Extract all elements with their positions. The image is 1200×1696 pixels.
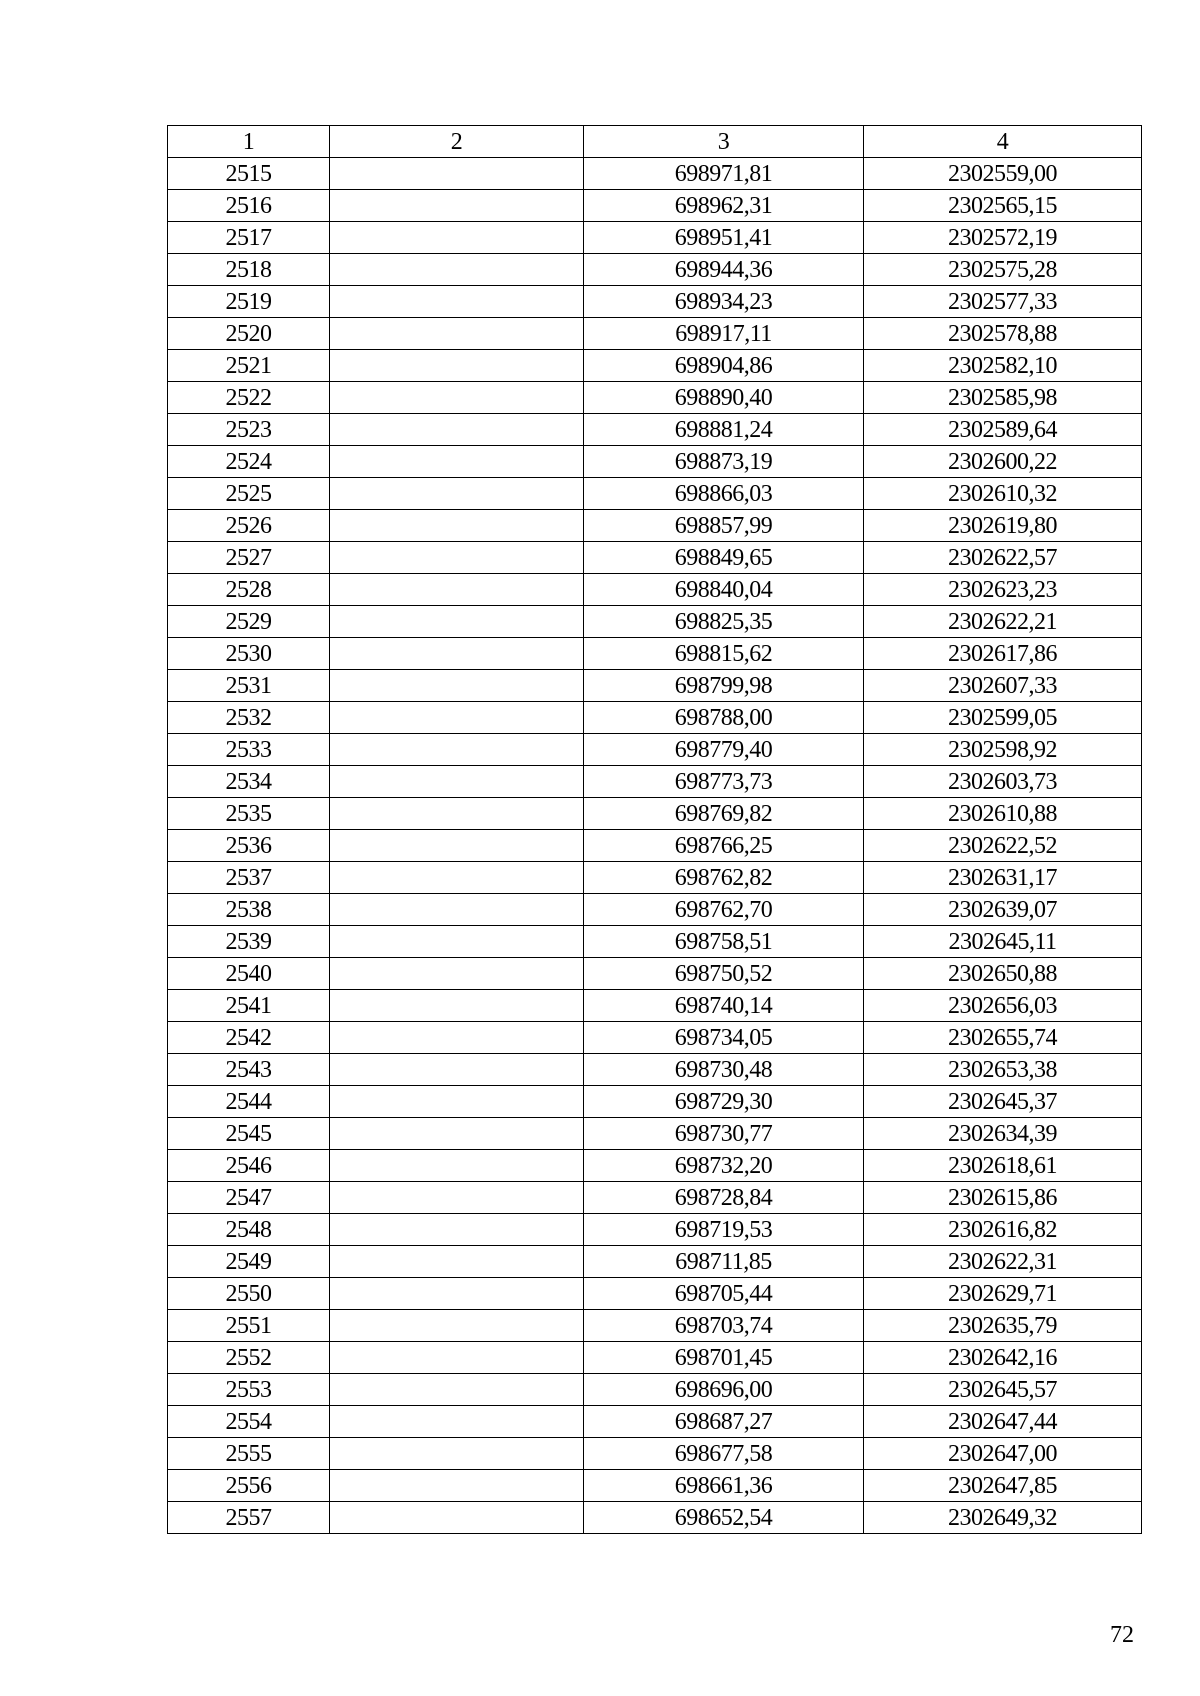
table-cell-col-3: 698730,77 [584,1118,864,1150]
table-cell-col-4: 2302650,88 [864,958,1142,990]
table-row [168,1182,1142,1214]
table-cell-col-2 [330,798,584,830]
table-row [168,382,1142,414]
table-cell-col-4: 2302589,64 [864,414,1142,446]
table-cell-col-3: 698740,14 [584,990,864,1022]
table-cell-col-2 [330,542,584,574]
table-row [168,1022,1142,1054]
table-cell-col-1: 2520 [168,318,330,350]
table-row [168,1342,1142,1374]
column-header-1: 1 [168,126,330,158]
table-cell-col-4: 2302653,38 [864,1054,1142,1086]
table-cell-col-3: 698890,40 [584,382,864,414]
table-cell-col-4: 2302622,57 [864,542,1142,574]
table-cell-col-4: 2302598,92 [864,734,1142,766]
table-row [168,222,1142,254]
table-cell-col-2 [330,958,584,990]
table-cell-col-3: 698873,19 [584,446,864,478]
table-cell-col-1: 2521 [168,350,330,382]
table-cell-col-1: 2544 [168,1086,330,1118]
table-cell-col-2 [330,446,584,478]
table-cell-col-2 [330,862,584,894]
table-cell-col-1: 2522 [168,382,330,414]
table-cell-col-2 [330,1502,584,1534]
table-cell-col-1: 2553 [168,1374,330,1406]
table-cell-col-4: 2302619,80 [864,510,1142,542]
table-cell-col-3: 698962,31 [584,190,864,222]
table-cell-col-4: 2302565,15 [864,190,1142,222]
table-cell-col-2 [330,190,584,222]
table-row [168,1150,1142,1182]
table-cell-col-3: 698769,82 [584,798,864,830]
table-row [168,350,1142,382]
table-cell-col-3: 698788,00 [584,702,864,734]
table-row [168,1406,1142,1438]
table-cell-col-4: 2302642,16 [864,1342,1142,1374]
table-row [168,862,1142,894]
table-row [168,926,1142,958]
table-row [168,542,1142,574]
table-cell-col-3: 698825,35 [584,606,864,638]
table-cell-col-4: 2302622,21 [864,606,1142,638]
table-cell-col-3: 698934,23 [584,286,864,318]
table-cell-col-2 [330,1182,584,1214]
table-cell-col-4: 2302618,61 [864,1150,1142,1182]
table-row [168,510,1142,542]
table-cell-col-2 [330,926,584,958]
table-cell-col-1: 2530 [168,638,330,670]
table-cell-col-3: 698729,30 [584,1086,864,1118]
table-row [168,1054,1142,1086]
table-cell-col-3: 698840,04 [584,574,864,606]
table-cell-col-3: 698732,20 [584,1150,864,1182]
table-cell-col-1: 2531 [168,670,330,702]
table-cell-col-1: 2547 [168,1182,330,1214]
table-row [168,158,1142,190]
table-cell-col-4: 2302616,82 [864,1214,1142,1246]
table-cell-col-4: 2302607,33 [864,670,1142,702]
table-cell-col-4: 2302603,73 [864,766,1142,798]
table-cell-col-2 [330,1310,584,1342]
table-cell-col-2 [330,670,584,702]
table-cell-col-4: 2302585,98 [864,382,1142,414]
table-cell-col-2 [330,1054,584,1086]
table-cell-col-2 [330,766,584,798]
table-cell-col-2 [330,1246,584,1278]
table-cell-col-3: 698971,81 [584,158,864,190]
table-cell-col-4: 2302577,33 [864,286,1142,318]
table-cell-col-4: 2302655,74 [864,1022,1142,1054]
table-cell-col-2 [330,1086,584,1118]
column-header-2: 2 [330,126,584,158]
table-row [168,574,1142,606]
table-cell-col-3: 698779,40 [584,734,864,766]
table-cell-col-4: 2302599,05 [864,702,1142,734]
table-row [168,414,1142,446]
table-row [168,1246,1142,1278]
table-cell-col-1: 2527 [168,542,330,574]
table-row [168,1502,1142,1534]
column-header-4: 4 [864,126,1142,158]
table-cell-col-4: 2302645,37 [864,1086,1142,1118]
table-cell-col-3: 698661,36 [584,1470,864,1502]
table-cell-col-4: 2302647,44 [864,1406,1142,1438]
table-cell-col-4: 2302656,03 [864,990,1142,1022]
table-cell-col-2 [330,574,584,606]
table-cell-col-3: 698728,84 [584,1182,864,1214]
table-row [168,190,1142,222]
table-cell-col-1: 2545 [168,1118,330,1150]
table-row [168,286,1142,318]
table-row [168,1438,1142,1470]
table-cell-col-2 [330,1342,584,1374]
table-cell-col-4: 2302617,86 [864,638,1142,670]
table-cell-col-3: 698917,11 [584,318,864,350]
table-cell-col-4: 2302645,57 [864,1374,1142,1406]
table-cell-col-2 [330,286,584,318]
table-cell-col-1: 2546 [168,1150,330,1182]
table-cell-col-2 [330,1438,584,1470]
table-cell-col-2 [330,1022,584,1054]
table-cell-col-4: 2302649,32 [864,1502,1142,1534]
table-row [168,702,1142,734]
table-cell-col-1: 2549 [168,1246,330,1278]
table-cell-col-2 [330,1406,584,1438]
table-cell-col-2 [330,606,584,638]
table-row [168,1118,1142,1150]
table-cell-col-1: 2539 [168,926,330,958]
table-cell-col-3: 698734,05 [584,1022,864,1054]
table-row [168,1086,1142,1118]
table-cell-col-3: 698944,36 [584,254,864,286]
table-cell-col-1: 2548 [168,1214,330,1246]
table-cell-col-2 [330,318,584,350]
table-row [168,606,1142,638]
table-cell-col-2 [330,702,584,734]
table-cell-col-1: 2551 [168,1310,330,1342]
page-number: 72 [1110,1622,1134,1648]
table-cell-col-1: 2525 [168,478,330,510]
table-cell-col-1: 2543 [168,1054,330,1086]
table-cell-col-2 [330,638,584,670]
table-cell-col-4: 2302623,23 [864,574,1142,606]
table-cell-col-3: 698849,65 [584,542,864,574]
table-cell-col-1: 2532 [168,702,330,734]
table-cell-col-4: 2302575,28 [864,254,1142,286]
table-cell-col-3: 698762,70 [584,894,864,926]
table-row [168,254,1142,286]
table-cell-col-1: 2535 [168,798,330,830]
table-cell-col-3: 698762,82 [584,862,864,894]
table-cell-col-1: 2534 [168,766,330,798]
table-cell-col-3: 698687,27 [584,1406,864,1438]
table-cell-col-2 [330,254,584,286]
table-cell-col-2 [330,158,584,190]
table-cell-col-1: 2555 [168,1438,330,1470]
table-body [168,158,1142,1534]
table-cell-col-4: 2302645,11 [864,926,1142,958]
table-cell-col-2 [330,1150,584,1182]
table-row [168,1470,1142,1502]
table-cell-col-2 [330,350,584,382]
table-row [168,990,1142,1022]
coordinates-table [167,125,1142,1534]
table-cell-col-2 [330,222,584,254]
table-cell-col-1: 2526 [168,510,330,542]
table-cell-col-1: 2538 [168,894,330,926]
table-cell-col-3: 698703,74 [584,1310,864,1342]
table-row [168,1374,1142,1406]
table-cell-col-4: 2302572,19 [864,222,1142,254]
table-row [168,894,1142,926]
table-cell-col-2 [330,478,584,510]
table-cell-col-2 [330,382,584,414]
table-cell-col-1: 2516 [168,190,330,222]
table-cell-col-4: 2302634,39 [864,1118,1142,1150]
table-cell-col-3: 698881,24 [584,414,864,446]
table-cell-col-2 [330,1374,584,1406]
table-cell-col-4: 2302600,22 [864,446,1142,478]
table-row [168,318,1142,350]
table-cell-col-2 [330,1278,584,1310]
table-cell-col-3: 698815,62 [584,638,864,670]
table-cell-col-4: 2302622,31 [864,1246,1142,1278]
table-cell-col-3: 698652,54 [584,1502,864,1534]
table-cell-col-1: 2556 [168,1470,330,1502]
table-cell-col-3: 698677,58 [584,1438,864,1470]
table-row [168,1310,1142,1342]
table-cell-col-1: 2540 [168,958,330,990]
table-cell-col-4: 2302647,85 [864,1470,1142,1502]
table-row [168,734,1142,766]
table-cell-col-1: 2519 [168,286,330,318]
table-row [168,766,1142,798]
table-row [168,446,1142,478]
table-cell-col-2 [330,990,584,1022]
table-cell-col-2 [330,510,584,542]
table-cell-col-3: 698773,73 [584,766,864,798]
table-cell-col-4: 2302610,88 [864,798,1142,830]
table-cell-col-1: 2529 [168,606,330,638]
table-cell-col-4: 2302615,86 [864,1182,1142,1214]
table-row [168,638,1142,670]
table-cell-col-2 [330,894,584,926]
table-cell-col-1: 2518 [168,254,330,286]
table-row [168,1214,1142,1246]
table-cell-col-2 [330,1118,584,1150]
table-cell-col-3: 698766,25 [584,830,864,862]
table-cell-col-4: 2302610,32 [864,478,1142,510]
table-cell-col-2 [330,1470,584,1502]
table-cell-col-4: 2302639,07 [864,894,1142,926]
table-cell-col-3: 698705,44 [584,1278,864,1310]
table-cell-col-4: 2302629,71 [864,1278,1142,1310]
table-row [168,670,1142,702]
table-cell-col-4: 2302582,10 [864,350,1142,382]
table-header [168,126,1142,158]
table-cell-col-1: 2533 [168,734,330,766]
table-cell-col-3: 698750,52 [584,958,864,990]
table-row [168,478,1142,510]
table-cell-col-1: 2524 [168,446,330,478]
table-cell-col-4: 2302635,79 [864,1310,1142,1342]
table-cell-col-4: 2302578,88 [864,318,1142,350]
table-cell-col-2 [330,1214,584,1246]
table-row [168,958,1142,990]
table-cell-col-2 [330,734,584,766]
table-cell-col-1: 2515 [168,158,330,190]
table-cell-col-2 [330,414,584,446]
table-cell-col-3: 698866,03 [584,478,864,510]
table-cell-col-4: 2302559,00 [864,158,1142,190]
table-row [168,1278,1142,1310]
table-cell-col-1: 2542 [168,1022,330,1054]
table-cell-col-3: 698701,45 [584,1342,864,1374]
table-cell-col-4: 2302647,00 [864,1438,1142,1470]
table-cell-col-1: 2528 [168,574,330,606]
table-cell-col-1: 2537 [168,862,330,894]
table-cell-col-3: 698711,85 [584,1246,864,1278]
table-cell-col-3: 698799,98 [584,670,864,702]
table-cell-col-3: 698696,00 [584,1374,864,1406]
table-cell-col-3: 698951,41 [584,222,864,254]
table-cell-col-1: 2517 [168,222,330,254]
table-cell-col-1: 2550 [168,1278,330,1310]
table-cell-col-1: 2554 [168,1406,330,1438]
table-cell-col-1: 2541 [168,990,330,1022]
table-cell-col-1: 2523 [168,414,330,446]
table-cell-col-4: 2302622,52 [864,830,1142,862]
table-cell-col-2 [330,830,584,862]
table-cell-col-3: 698857,99 [584,510,864,542]
table-cell-col-1: 2552 [168,1342,330,1374]
table-cell-col-1: 2536 [168,830,330,862]
table-cell-col-3: 698758,51 [584,926,864,958]
table-row [168,798,1142,830]
table-cell-col-3: 698719,53 [584,1214,864,1246]
table-row [168,830,1142,862]
column-header-3: 3 [584,126,864,158]
table-cell-col-3: 698904,86 [584,350,864,382]
table-cell-col-1: 2557 [168,1502,330,1534]
header-row [168,126,1142,158]
table-cell-col-4: 2302631,17 [864,862,1142,894]
table-cell-col-3: 698730,48 [584,1054,864,1086]
